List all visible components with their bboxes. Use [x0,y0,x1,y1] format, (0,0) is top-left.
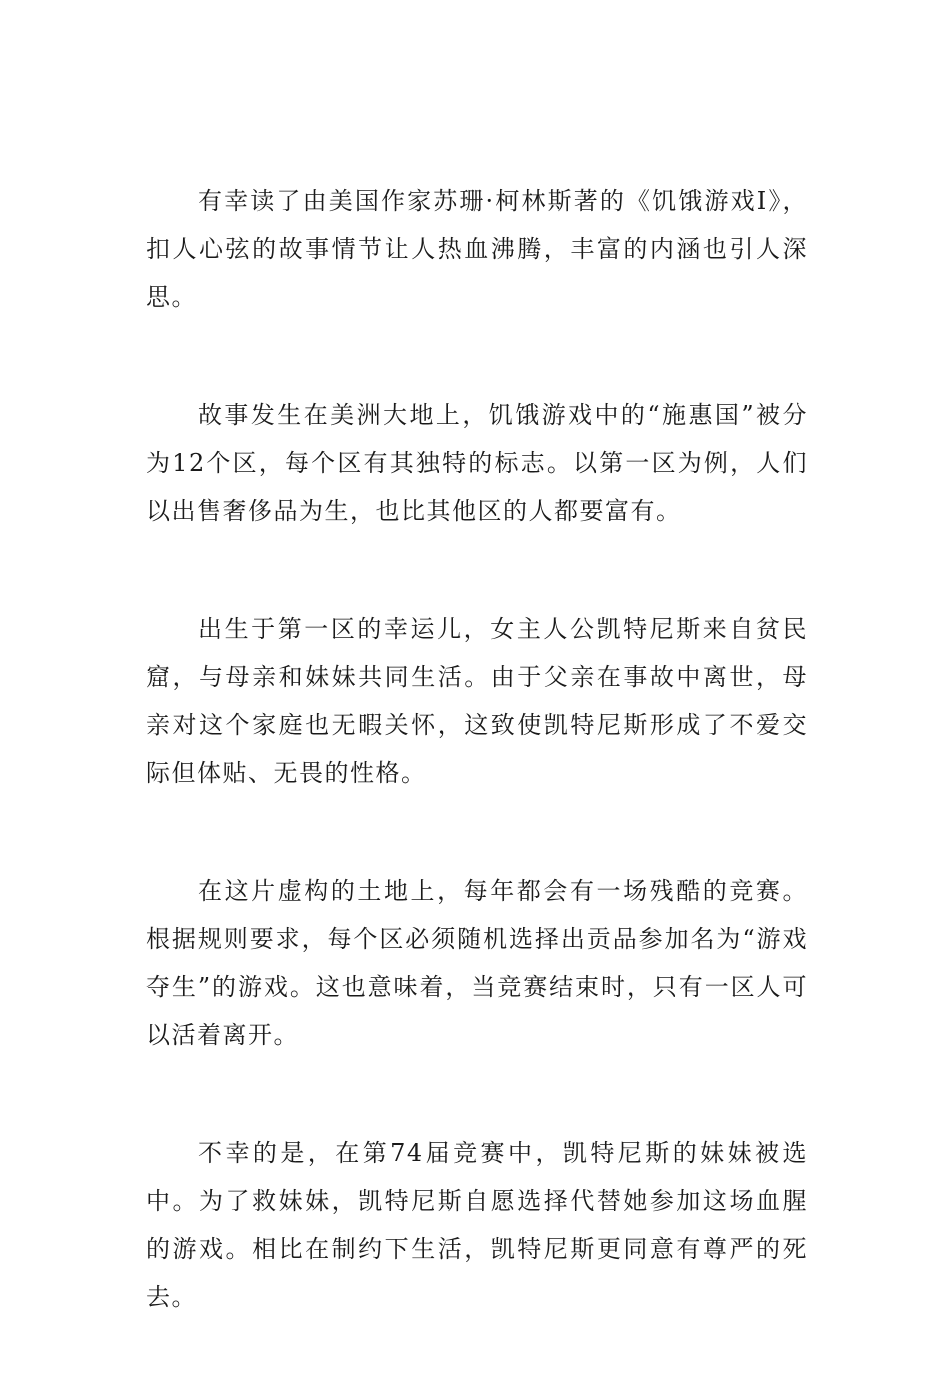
paragraph-5: 不幸的是，在第74届竞赛中，凯特尼斯的妹妹被选中。为了救妹妹，凯特尼斯自愿选择代替她参加这场血腥的游戏。相比在制约下生活，凯特尼斯更同意有尊严的死去。 [146,1139,808,1311]
paragraph-4: 在这片虚构的土地上，每年都会有一场残酷的竞赛。根据规则要求，每个区必须随机选择出贡品参加名为“游戏夺生”的游戏。这也意味着，当竞赛结束时，只有一区人可以活着离开。 [146,877,808,1049]
paragraph-3: 出生于第一区的幸运儿，女主人公凯特尼斯来自贫民窟，与母亲和妹妹共同生活。由于父亲在事故中离世，母亲对这个家庭也无暇关怀，这致使凯特尼斯形成了不爱交际但体贴、无畏的性格。 [146,615,808,787]
paragraph-1: 有幸读了由美国作家苏珊·柯林斯著的《饥饿游戏Ⅰ》，扣人心弦的故事情节让人热血沸腾，丰富的内涵也引人深思。 [146,187,808,311]
paragraph-2: 故事发生在美洲大地上，饥饿游戏中的“施惠国”被分为12个区，每个区有其独特的标志。以第一区为例，人们以出售奢侈品为生，也比其他区的人都要富有。 [146,401,808,525]
document-body [146,177,808,1391]
